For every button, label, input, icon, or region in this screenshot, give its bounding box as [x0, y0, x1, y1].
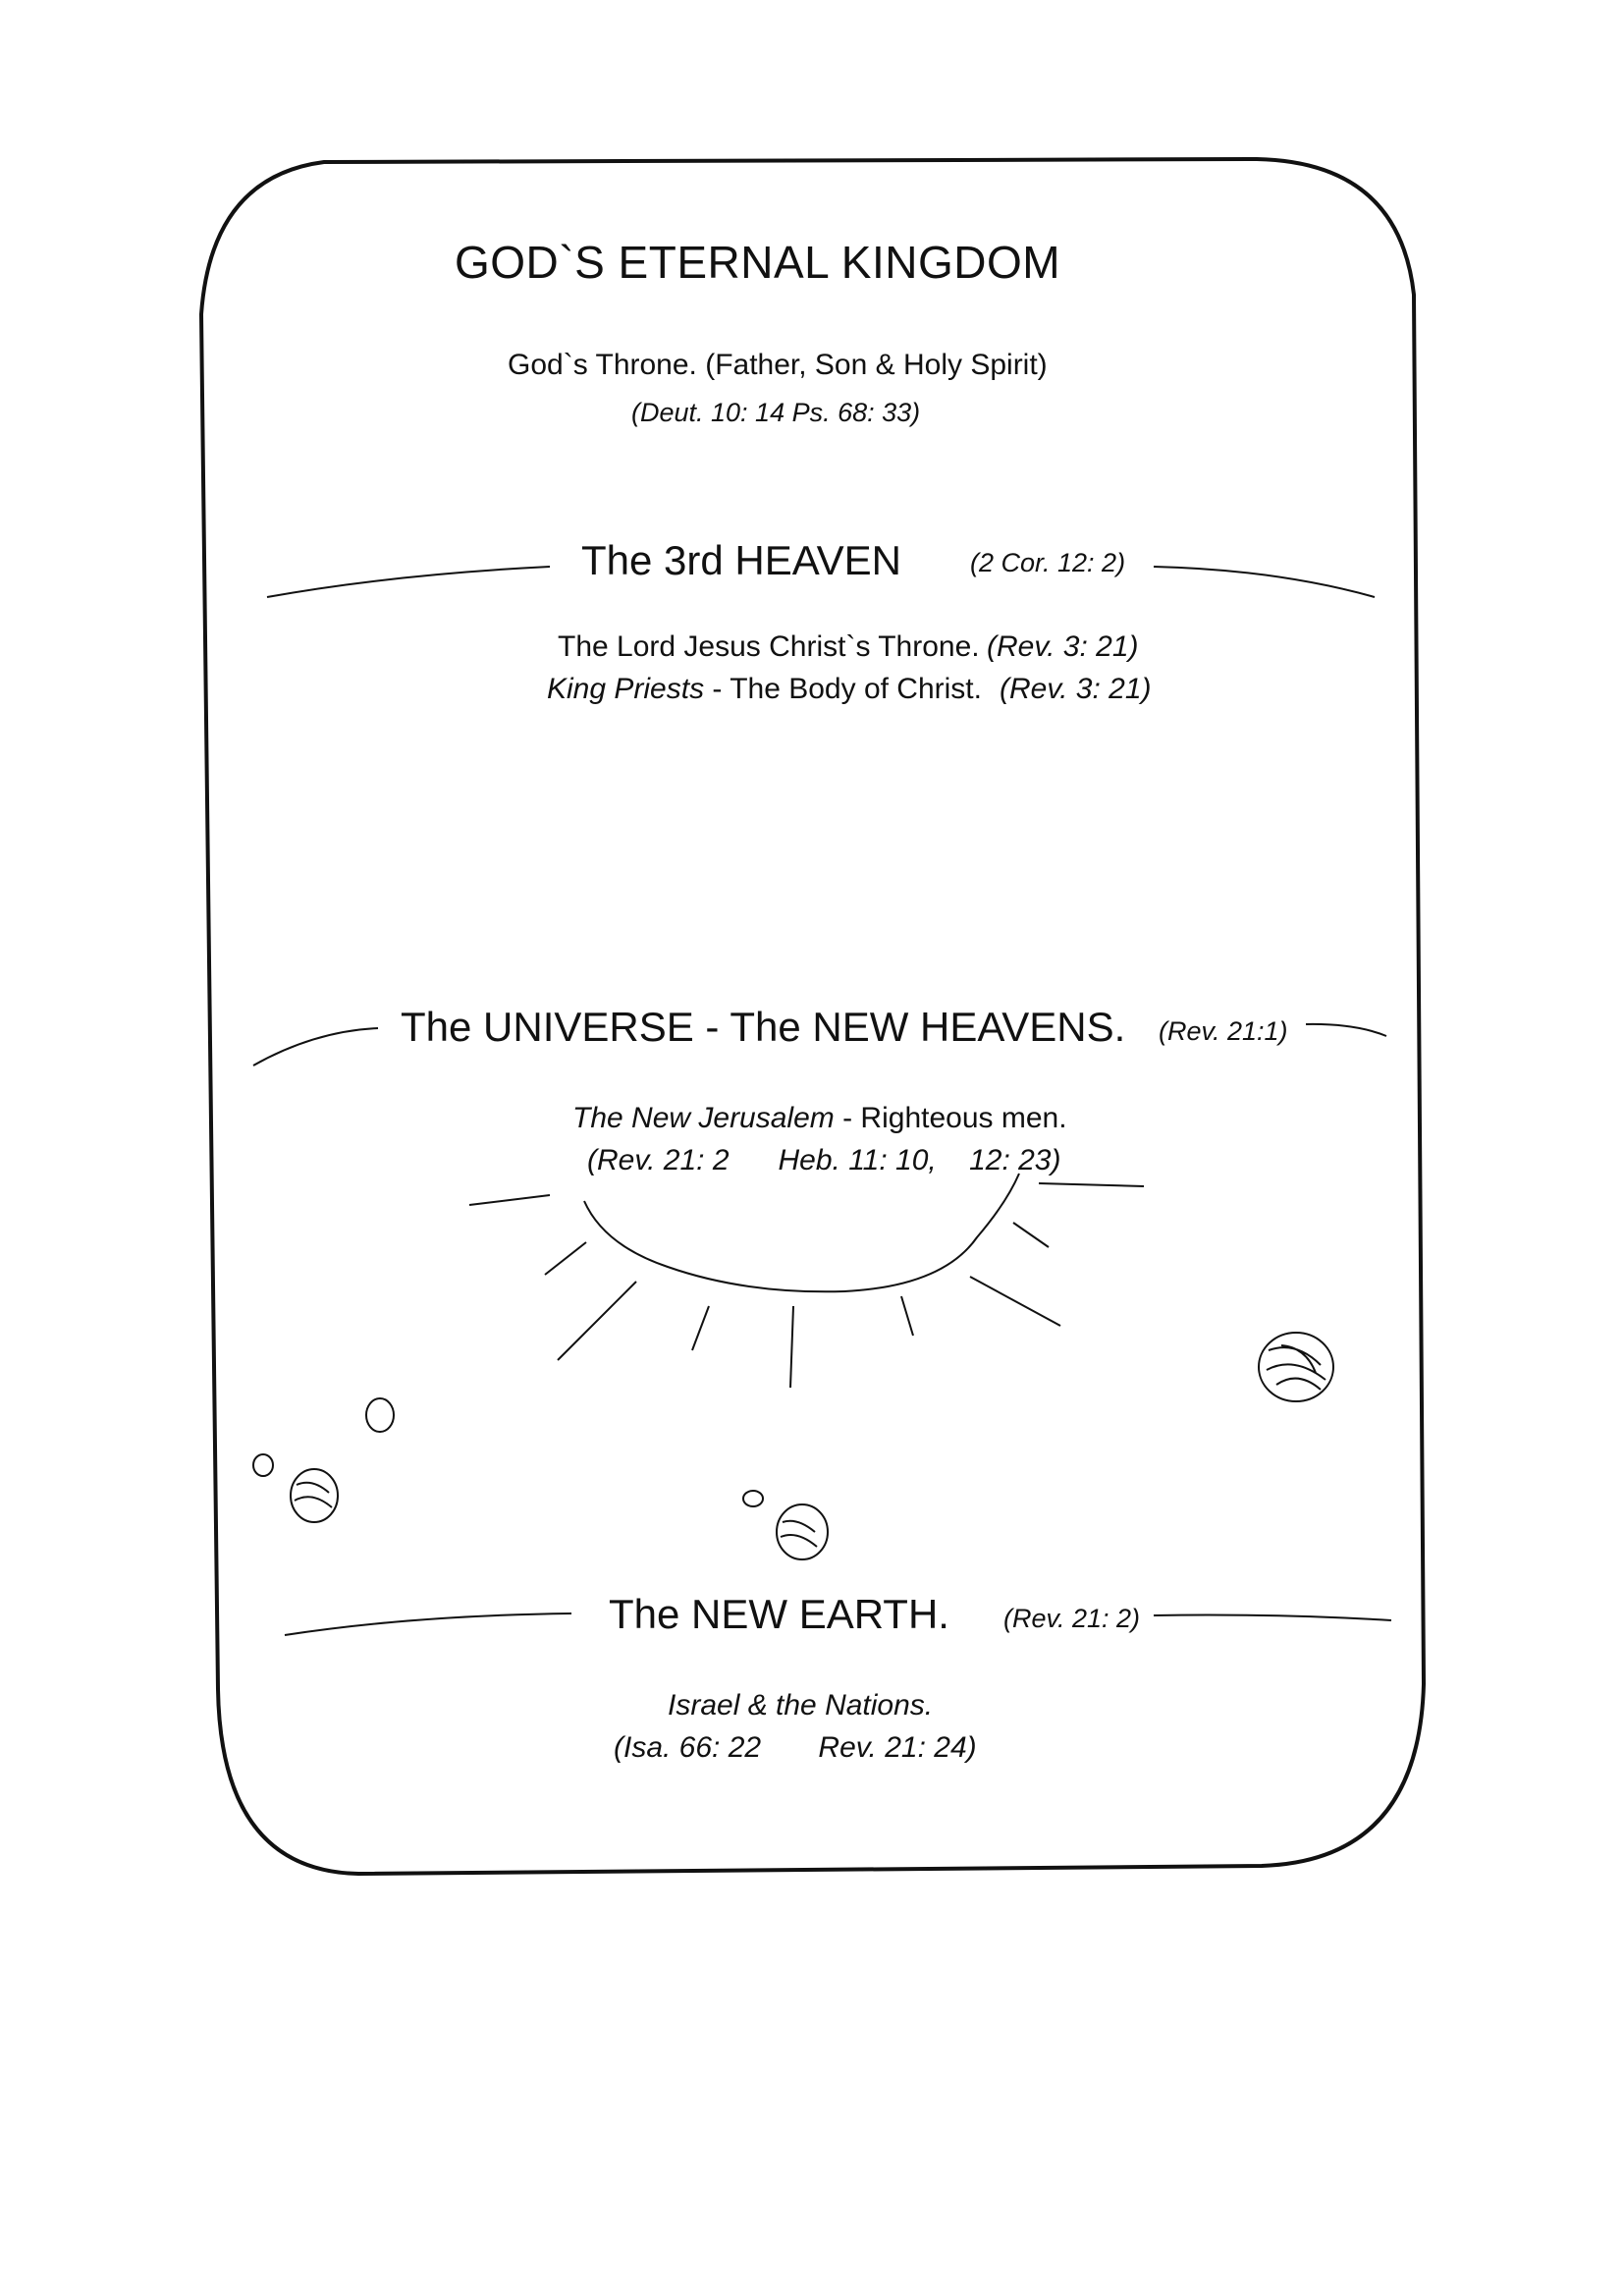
planet-medium-left [291, 1469, 338, 1522]
israel-nations-text: Israel & the Nations. [668, 1689, 934, 1722]
new-jerusalem-label: The New Jerusalem [572, 1102, 835, 1134]
righteous-men-text: - Righteous men. [834, 1102, 1067, 1134]
king-priests-label: King Priests [547, 673, 705, 705]
planets [253, 1333, 1333, 1559]
king-priests-line [547, 673, 982, 706]
new-earth-heading: The NEW EARTH. [609, 1591, 949, 1637]
new-earth-ref: (Rev. 21: 2) [1003, 1604, 1141, 1633]
third-heaven-heading: The 3rd HEAVEN [581, 537, 902, 583]
body-of-christ-ref: (Rev. 3: 21) [1000, 673, 1152, 705]
body-of-christ-text: - The Body of Christ. [704, 673, 982, 705]
page-title: GOD`S ETERNAL KINGDOM [455, 237, 1061, 288]
new-jerusalem-rays [469, 1183, 1144, 1388]
gods-throne-refs: (Deut. 10: 14 Ps. 68: 33) [631, 398, 921, 427]
new-jerusalem-arc [584, 1174, 1019, 1291]
universe-divider-right [1306, 1024, 1386, 1036]
planet-tiny [743, 1491, 763, 1506]
new-earth-divider-left [285, 1613, 571, 1635]
planet-large-right [1259, 1333, 1333, 1401]
planet-small-2 [253, 1454, 273, 1476]
christ-throne-ref: (Rev. 3: 21) [987, 630, 1139, 663]
new-earth-refs: (Isa. 66: 22 Rev. 21: 24) [614, 1731, 977, 1764]
new-jerusalem-line [572, 1102, 1067, 1135]
third-heaven-divider-left [267, 567, 550, 597]
new-earth-divider-right [1154, 1615, 1391, 1620]
planet-small-1 [366, 1398, 394, 1432]
universe-ref: (Rev. 21:1) [1159, 1016, 1288, 1046]
third-heaven-ref: (2 Cor. 12: 2) [970, 548, 1126, 577]
christ-throne-text: The Lord Jesus Christ`s Throne. [558, 630, 980, 663]
planet-medium-center [777, 1504, 828, 1559]
universe-divider-left [253, 1028, 378, 1066]
new-jerusalem-refs: (Rev. 21: 2 Heb. 11: 10, 12: 23) [587, 1144, 1061, 1176]
universe-heading: The UNIVERSE - The NEW HEAVENS. [401, 1004, 1126, 1050]
gods-throne-text: God`s Throne. (Father, Son & Holy Spirit) [508, 349, 1048, 381]
third-heaven-divider-right [1154, 567, 1375, 597]
